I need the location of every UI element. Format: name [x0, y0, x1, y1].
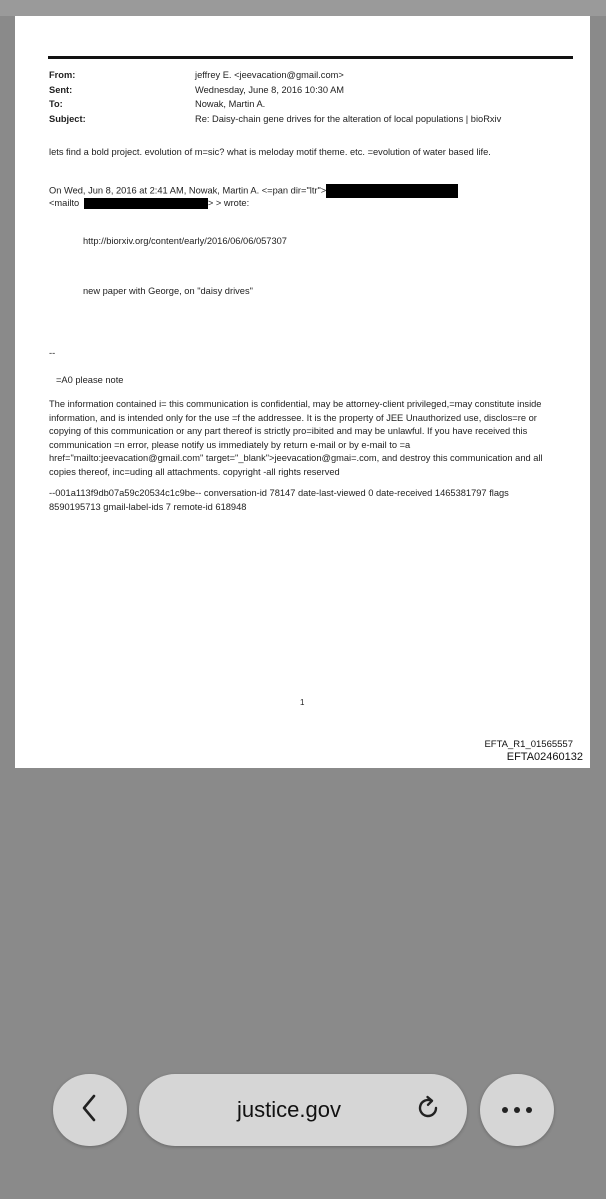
- header-rule: [48, 56, 573, 59]
- from-label: From:: [49, 70, 76, 80]
- sent-value: Wednesday, June 8, 2016 10:30 AM: [195, 84, 345, 95]
- to-label: To:: [49, 99, 63, 109]
- url-text[interactable]: justice.gov: [237, 1097, 341, 1122]
- address-bar[interactable]: [139, 1074, 467, 1146]
- email-header: [49, 69, 569, 127]
- back-button[interactable]: [53, 1074, 127, 1146]
- subject-value: Re: Daisy-chain gene drives for the alteration of local populations | bioRxiv: [195, 113, 502, 124]
- to-value: Nowak, Martin A.: [195, 99, 266, 109]
- mailto-line: [49, 197, 249, 211]
- document-page: [15, 16, 590, 768]
- ellipsis-icon: [500, 1101, 534, 1119]
- chevron-left-icon: [77, 1093, 103, 1128]
- mailto-suffix: > > wrote:: [207, 198, 250, 208]
- viewer-top-bar: [0, 0, 606, 16]
- from-value: jeffrey E. <jeevacation@gmail.com>: [195, 70, 344, 80]
- more-button[interactable]: [480, 1074, 554, 1146]
- email-body-line: lets find a bold project. evolution of m=sic? what is meloday motif theme. etc. =evolution of water based life.: [49, 147, 491, 157]
- quote-intro-text: On Wed, Jun 8, 2016 at 2:41 AM, Nowak, Martin A. <=pan dir="ltr">: [49, 185, 327, 196]
- subject-label: Subject:: [49, 113, 86, 124]
- metadata-paragraph: --001a113f9db07a59c20534c1c9be-- conversation-id 78147 date-last-viewed 0 date-received 1465381797 flags 8590195713 gmail-label-ids 7 remote-id 618948: [49, 488, 509, 512]
- efta-id-large: EFTA02460132: [506, 751, 583, 763]
- redaction-bar: [84, 198, 208, 209]
- redaction-bar: [326, 184, 458, 198]
- sent-label: Sent:: [49, 84, 73, 95]
- mailto-prefix: <mailto: [49, 198, 80, 208]
- page-number: 1: [300, 698, 305, 707]
- quote-intro: [49, 184, 458, 198]
- signature-dash: --: [49, 348, 56, 358]
- reload-icon: [414, 1094, 442, 1127]
- efta-id-small: EFTA_R1_01565557: [484, 739, 573, 750]
- disclaimer-paragraph: The information contained i= this communication is confidential, may be attorney-client privileged,=may constitute inside information, and is intended only for the use =f the addressee. It is the property of JEE Unauthorized use, disclos=re or copying of this communication or any part thereof is strictly pro=ibited and may be unlawful. If you have received this communication =n error, please notify us immediately by return e-mail or by e-mail to =a href="mailto:jeevacation@gmail.com" target="_blank">jeevacation@gmai=.com, and destroy this communication and all copies thereof, inc=uding all attachments. copyright -all rights reserved: [49, 399, 543, 477]
- reload-button[interactable]: [412, 1094, 444, 1126]
- paper-note: new paper with George, on "daisy drives": [83, 286, 253, 296]
- paper-link[interactable]: http://biorxiv.org/content/early/2016/06/06/057307: [83, 236, 287, 246]
- a0-note: =A0 please note: [56, 375, 124, 385]
